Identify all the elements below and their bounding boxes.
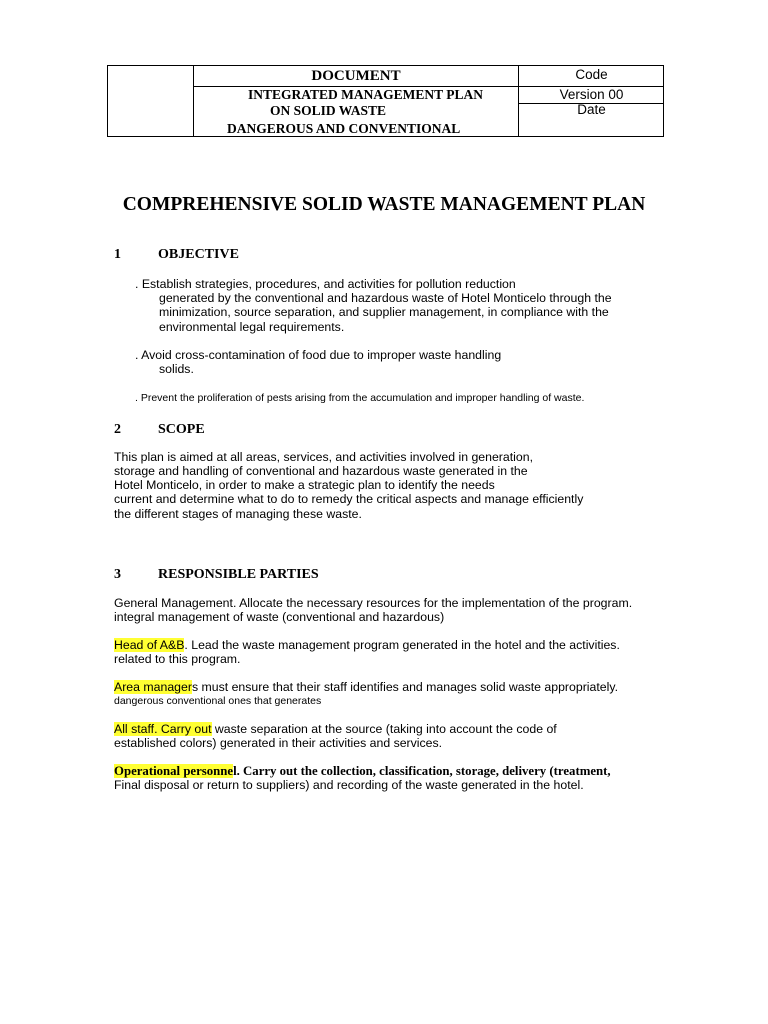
- all-staff-line-2: established colors) generated in their activities and services.: [114, 736, 443, 750]
- date-label: Date: [577, 102, 606, 117]
- scope-line-4: current and determine what to do to remedy the critical aspects and manage efficiently: [114, 492, 584, 506]
- general-management-line-2: integral management of waste (conventional and hazardous): [114, 610, 445, 624]
- objective-item-2-line-1: . Avoid cross-contamination of food due to improper waste handling: [135, 348, 502, 362]
- section-title-responsible: RESPONSIBLE PARTIES: [158, 567, 319, 582]
- logo-cell: [108, 66, 194, 136]
- version-label: Version 00: [559, 87, 624, 102]
- text: . Lead the waste management program generated in the hotel and the activities.: [184, 638, 620, 652]
- area-managers-line-1: [114, 680, 618, 695]
- general-management-line-1: General Management. Allocate the necessary resources for the implementation of the program.: [114, 596, 633, 610]
- objective-item-1-line-1: . Establish strategies, procedures, and activities for pollution reduction: [135, 277, 516, 291]
- header-title-line-2: ON SOLID WASTE: [270, 103, 387, 118]
- operational-personnel-line-2: Final disposal or return to suppliers) and recording of the waste generated in the hotel.: [114, 778, 584, 792]
- operational-personnel-line-1: [114, 764, 611, 779]
- objective-item-1-line-4: environmental legal requirements.: [159, 320, 345, 334]
- head-ab-line-1: [114, 638, 620, 653]
- page-title: COMPREHENSIVE SOLID WASTE MANAGEMENT PLAN: [122, 194, 646, 215]
- objective-item-2-line-2: solids.: [159, 362, 194, 376]
- highlight: Head of A&B: [114, 638, 185, 652]
- head-ab-line-2: related to this program.: [114, 652, 241, 666]
- highlight: All staff. Carry out: [114, 722, 212, 736]
- text: s must ensure that their staff identifies and manages solid waste appropriately.: [191, 680, 619, 694]
- scope-line-1: This plan is aimed at all areas, services, and activities involved in generation,: [114, 450, 533, 464]
- text: waste separation at the source (taking into account the code of: [211, 722, 557, 736]
- highlight: Operational personne: [114, 764, 234, 778]
- scope-line-5: the different stages of managing these waste.: [114, 507, 362, 521]
- area-managers-line-2: dangerous conventional ones that generates: [114, 695, 322, 707]
- objective-item-3: . Prevent the proliferation of pests arising from the accumulation and improper handling of waste.: [135, 392, 585, 404]
- all-staff-line-1: [114, 722, 557, 737]
- objective-item-1-line-3: minimization, source separation, and supplier management, in compliance with the: [159, 305, 609, 319]
- document-header-table: [107, 65, 664, 137]
- section-number: 1: [114, 247, 121, 262]
- header-title-line-3: DANGEROUS AND CONVENTIONAL: [227, 121, 461, 136]
- scope-line-2: storage and handling of conventional and hazardous waste generated in the: [114, 464, 528, 478]
- section-number: 3: [114, 567, 121, 582]
- objective-item-1-line-2: generated by the conventional and hazardous waste of Hotel Monticelo through the: [159, 291, 612, 305]
- document-label: DOCUMENT: [311, 68, 401, 84]
- highlight: Area manager: [114, 680, 192, 694]
- text: l. Carry out the collection, classification, storage, delivery (treatment,: [233, 764, 611, 778]
- section-number: 2: [114, 422, 121, 437]
- section-title-objective: OBJECTIVE: [158, 247, 239, 262]
- header-title-line-1: INTEGRATED MANAGEMENT PLAN: [248, 87, 484, 102]
- section-title-scope: SCOPE: [158, 422, 205, 437]
- code-label: Code: [575, 67, 608, 82]
- scope-line-3: Hotel Monticelo, in order to make a strategic plan to identify the needs: [114, 478, 495, 492]
